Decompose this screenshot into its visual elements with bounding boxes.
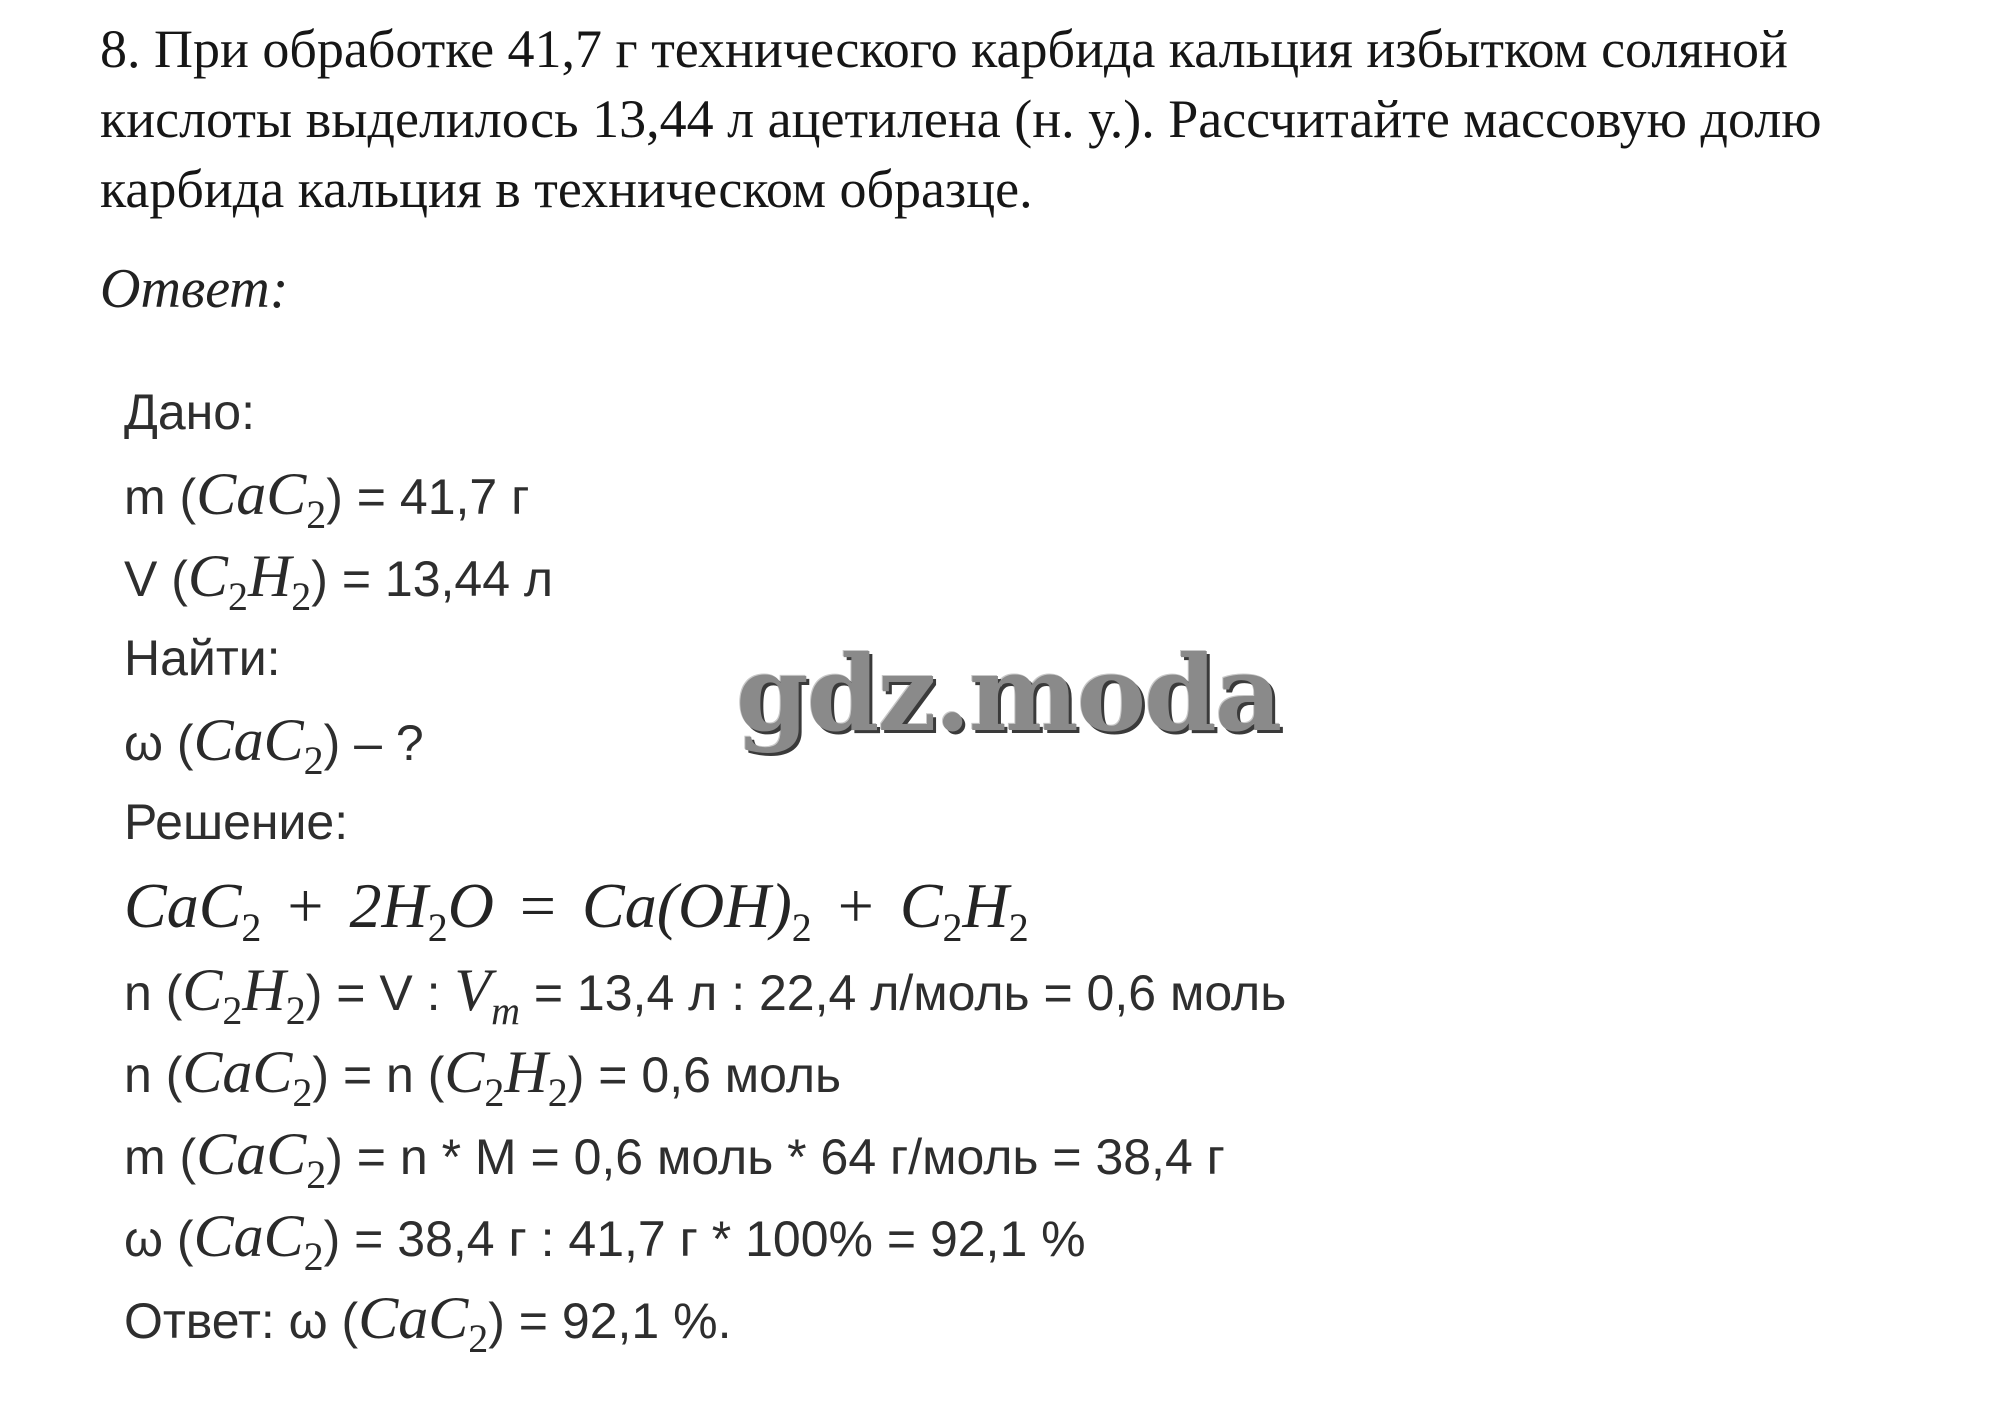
given-mass-suffix: ) = 41,7 г — [326, 469, 530, 525]
formula-text: C — [444, 1039, 485, 1105]
formula-text: CaC — [193, 707, 304, 773]
formula-subscript: m — [491, 988, 520, 1033]
formula-text: V — [454, 957, 492, 1023]
given-volume-suffix: ) = 13,44 л — [311, 551, 554, 607]
step-middle: ) = n ( — [312, 1047, 445, 1103]
eq-subscript: 2 — [1008, 905, 1029, 950]
formula-text: C — [182, 957, 223, 1023]
formula-c2h2 — [182, 957, 306, 1033]
eq-text: CaC — [124, 870, 242, 941]
step-suffix: ) = 0,6 моль — [567, 1047, 842, 1103]
formula-subscript: 2 — [484, 1070, 505, 1115]
formula-subscript: 2 — [468, 1316, 489, 1361]
step-prefix: n ( — [124, 1047, 183, 1103]
problem-line: кислоты выделилось 13,44 л ацетилена (н. у.). Рассчитайте массовую долю — [100, 89, 1822, 149]
formula-cac2 — [196, 461, 327, 537]
find-suffix: ) – ? — [323, 715, 424, 771]
formula-subscript: 2 — [306, 1152, 327, 1197]
formula-text: H — [247, 543, 292, 609]
reaction-equation — [124, 864, 1029, 948]
step-mass-carbide — [124, 1112, 1225, 1196]
formula-subscript: 2 — [306, 492, 327, 537]
eq-text: O — [447, 870, 494, 941]
step-prefix: n ( — [124, 965, 183, 1021]
equals-sign: = — [519, 870, 556, 941]
molar-volume-symbol — [454, 957, 520, 1033]
step-middle: ) = V : — [305, 965, 455, 1021]
answer-heading: Ответ: — [100, 258, 289, 320]
eq-subscript: 2 — [942, 905, 963, 950]
formula-subscript: 2 — [303, 738, 324, 783]
find-label: Найти: — [124, 630, 281, 686]
formula-subscript: 2 — [285, 988, 306, 1033]
problem-line: карбида кальция в техническом образце. — [100, 159, 1033, 219]
watermark-logo: gdz.moda — [736, 632, 1281, 755]
problem-statement — [100, 14, 1980, 224]
formula-text: C — [187, 543, 228, 609]
formula-text: CaC — [193, 1203, 304, 1269]
eq-subscript: 2 — [427, 905, 448, 950]
formula-subscript: 2 — [547, 1070, 568, 1115]
final-answer — [124, 1276, 731, 1360]
step-prefix: Ответ: ω ( — [124, 1293, 359, 1349]
formula-text: CaC — [196, 461, 307, 527]
solution-label: Решение: — [124, 794, 349, 850]
formula-cac2 — [193, 707, 324, 783]
given-mass — [124, 452, 529, 536]
formula-subscript: 2 — [227, 574, 248, 619]
find-target — [124, 698, 424, 782]
given-volume — [124, 534, 553, 618]
plus-sign: + — [837, 870, 874, 941]
given-label: Дано: — [124, 384, 255, 440]
step-mass-fraction — [124, 1194, 1086, 1278]
eq-subscript: 2 — [241, 905, 262, 950]
step-suffix: ) = 92,1 %. — [488, 1293, 732, 1349]
formula-subscript: 2 — [222, 988, 243, 1033]
formula-text: CaC — [196, 1121, 307, 1187]
step-suffix: = 13,4 л : 22,4 л/моль = 0,6 моль — [519, 965, 1287, 1021]
formula-subscript: 2 — [292, 1070, 313, 1115]
step-suffix: ) = n * M = 0,6 моль * 64 г/моль = 38,4 г — [326, 1129, 1225, 1185]
find-prefix: ω ( — [124, 715, 194, 771]
plus-sign: + — [287, 870, 324, 941]
formula-c2h2 — [444, 1039, 568, 1115]
given-mass-prefix: m ( — [124, 469, 197, 525]
formula-cac2 — [358, 1285, 489, 1361]
formula-cac2 — [182, 1039, 313, 1115]
formula-text: H — [242, 957, 286, 1023]
formula-subscript: 2 — [291, 574, 312, 619]
eq-text: Ca(OH) — [582, 870, 792, 941]
eq-subscript: 2 — [791, 905, 812, 950]
formula-subscript: 2 — [303, 1234, 324, 1279]
given-volume-prefix: V ( — [124, 551, 188, 607]
step-prefix: m ( — [124, 1129, 197, 1185]
formula-cac2 — [196, 1121, 327, 1197]
formula-text: CaC — [358, 1285, 469, 1351]
eq-text: 2H — [349, 870, 428, 941]
formula-text: CaC — [182, 1039, 293, 1105]
step-amount-acetylene — [124, 948, 1286, 1032]
problem-line: 8. При обработке 41,7 г технического карбида кальция избытком соляной — [100, 19, 1788, 79]
formula-cac2 — [193, 1203, 324, 1279]
eq-text: C — [899, 870, 943, 941]
formula-text: H — [504, 1039, 548, 1105]
step-prefix: ω ( — [124, 1211, 194, 1267]
step-suffix: ) = 38,4 г : 41,7 г * 100% = 92,1 % — [323, 1211, 1086, 1267]
eq-text: H — [962, 870, 1009, 941]
step-amount-carbide — [124, 1030, 841, 1114]
formula-c2h2 — [187, 543, 312, 619]
